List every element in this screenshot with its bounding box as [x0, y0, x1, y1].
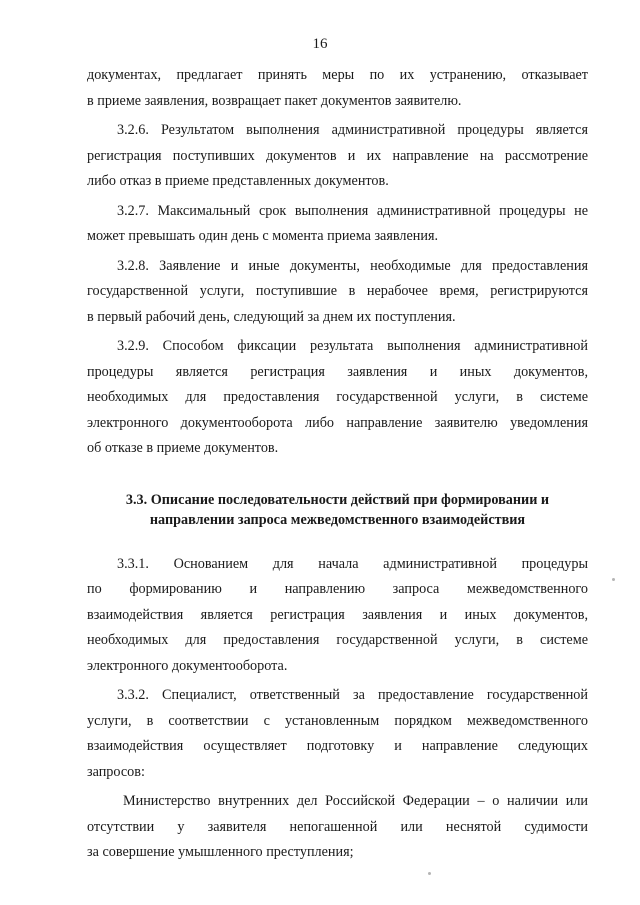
- text-line: электронного документооборота либо направление заявителю уведомления: [87, 414, 588, 431]
- text-line: 3.2.7. Максимальный срок выполнения административной процедуры не: [117, 202, 588, 219]
- document-body: [87, 63, 588, 870]
- text-line: государственной услуги, поступившие в нерабочее время, регистрируются: [87, 283, 588, 299]
- section-heading-line: 3.3. Описание последовательности действий при формировании и: [125, 491, 550, 508]
- text-line: по формированию и направлению запроса межведомственного: [87, 581, 588, 597]
- text-line: либо отказ в приеме представленных документов.: [87, 173, 389, 189]
- scan-speck: [612, 578, 615, 581]
- text-line: услуги, в соответствии с установленным порядком межведомственного: [87, 712, 588, 729]
- text-line: в первый рабочий день, следующий за днем их поступления.: [87, 308, 456, 325]
- paragraph-3-2-7: [87, 199, 588, 250]
- text-line: Министерство внутренних дел Российской Федерации – о наличии или: [123, 793, 588, 809]
- text-line: 3.2.9. Способом фиксации результата выполнения административной: [117, 338, 588, 354]
- text-line: в приеме заявления, возвращает пакет документов заявителю.: [87, 92, 462, 109]
- text-line: может превышать один день с момента приема заявления.: [87, 228, 439, 244]
- paragraph-3-2-9: [87, 334, 588, 462]
- text-line: за совершение умышленного преступления;: [87, 844, 354, 860]
- text-line: запросов:: [87, 763, 145, 780]
- section-heading-line: направлении запроса межведомственного взаимодействия: [149, 511, 526, 528]
- paragraph-mvd-request: [87, 789, 588, 866]
- text-line: процедуры является регистрация заявления и иных документов,: [87, 363, 588, 380]
- text-line: 3.3.1. Основанием для начала административной процедуры: [117, 555, 588, 572]
- text-line: взаимодействия осуществляет подготовку и направление следующих: [87, 738, 588, 754]
- text-line: взаимодействия является регистрация заявления и иных документов,: [87, 606, 588, 623]
- page-number: 16: [312, 36, 328, 52]
- text-line: 3.2.6. Результатом выполнения административной процедуры является: [117, 122, 588, 138]
- paragraph-3-2-8: [87, 254, 588, 331]
- paragraph-continuation: [87, 63, 588, 114]
- text-line: необходимых для предоставления государственной услуги, в системе: [87, 389, 588, 405]
- text-line: регистрация поступивших документов и их направление на рассмотрение: [87, 147, 588, 164]
- text-line: об отказе в приеме документов.: [87, 440, 279, 456]
- text-line: 3.2.8. Заявление и иные документы, необходимые для предоставления: [117, 257, 588, 274]
- paragraph-3-2-6: [87, 118, 588, 195]
- text-line: отсутствии у заявителя непогашенной или неснятой судимости: [87, 818, 588, 835]
- section-heading: [87, 490, 588, 530]
- scan-speck: [428, 872, 431, 875]
- text-line: необходимых для предоставления государственной услуги, в системе: [87, 632, 588, 648]
- paragraph-3-3-2: [87, 683, 588, 785]
- text-line: 3.3.2. Специалист, ответственный за предоставление государственной: [117, 687, 588, 703]
- text-line: электронного документооборота.: [87, 657, 288, 674]
- text-line: документах, предлагает принять меры по их устранению, отказывает: [87, 67, 588, 83]
- paragraph-3-3-1: [87, 552, 588, 680]
